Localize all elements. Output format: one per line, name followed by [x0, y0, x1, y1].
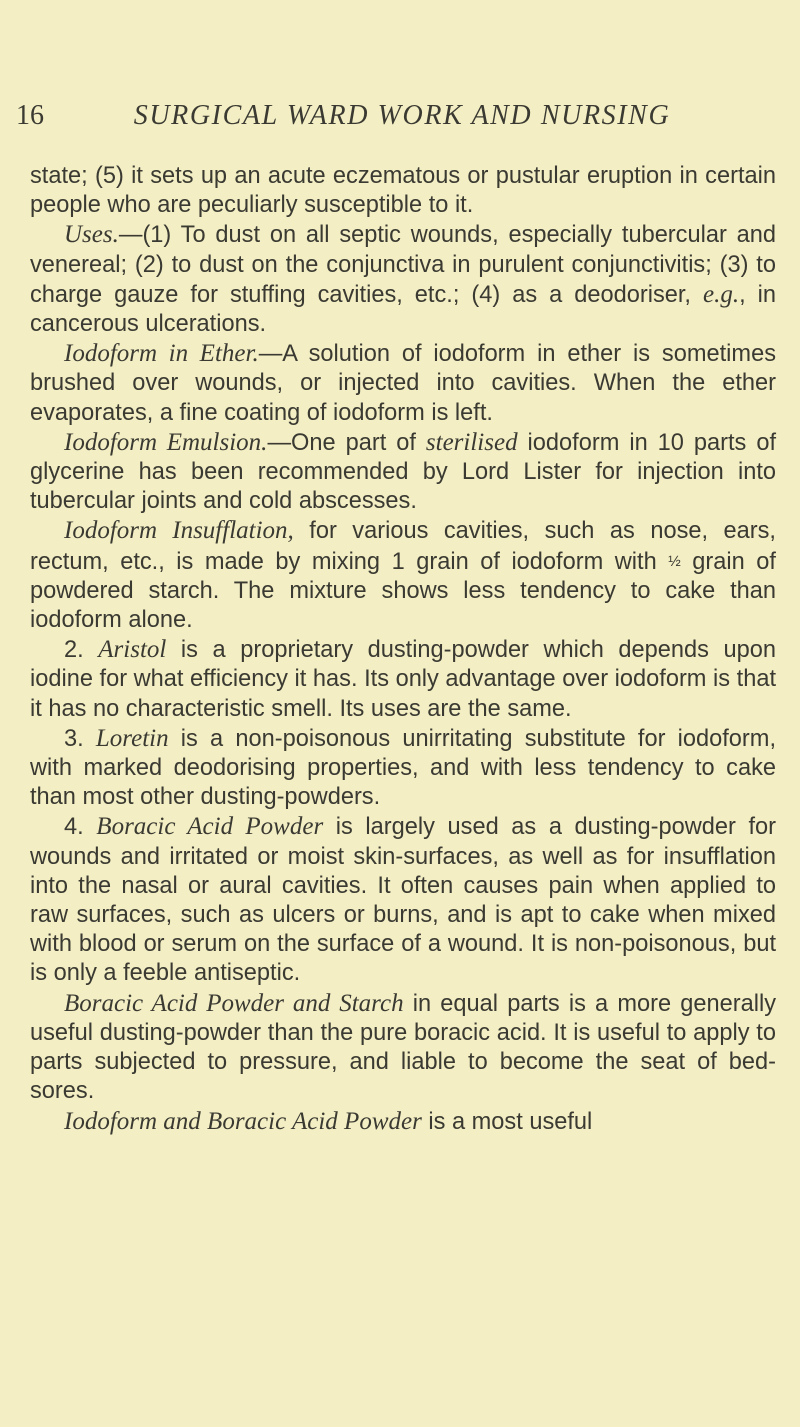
- emphasis-text: e.g.: [702, 280, 740, 308]
- running-head: [16, 96, 774, 136]
- running-title: SURGICAL WARD WORK AND NURSING: [133, 100, 671, 131]
- paragraph-heading: Loretin: [95, 724, 169, 752]
- paragraph-iodoform-emulsion: [30, 428, 776, 517]
- body-text: [30, 162, 776, 1137]
- paragraph-text: grain of powdered starch. The mixture shows less tendency to cake than iodoform alone.: [30, 548, 776, 634]
- item-number: 3.: [64, 725, 96, 752]
- paragraph-heading: Aristol: [98, 636, 167, 664]
- fraction-half: ½: [668, 552, 681, 570]
- paragraph-heading: Uses.: [64, 221, 119, 249]
- paragraph-heading: Iodoform in Ether.: [64, 340, 259, 368]
- paragraph-heading: Boracic Acid Powder and Starch: [64, 989, 404, 1017]
- paragraph-aristol: [30, 635, 776, 724]
- paragraph-text: for various cavities, such as nose, ears, rectum, etc., is made by mixing 1 grain of iodoform with: [30, 518, 776, 575]
- paragraph-heading: Iodoform Emulsion.: [64, 428, 268, 456]
- paragraph-iodoform-insufflation: [30, 516, 776, 635]
- paragraph-boracic-acid-powder: [30, 812, 776, 988]
- paragraph-text: in equal parts is a more generally useful dusting-powder than the pure boracic acid. It is useful to apply to parts subjected to pressure, and liable to become the seat of bed-sores.: [30, 990, 776, 1105]
- paragraph-text: state; (5) it sets up an acute eczematous or pustular eruption in certain people who are peculiarly susceptible to it.: [30, 163, 776, 219]
- item-number: 2.: [64, 637, 99, 664]
- paragraph-text: is largely used as a dusting-powder for wounds and irritated or moist skin-surfaces, as well as for insufflation into the nasal or aural cavities. It often causes pain when applied to raw surfaces, such as ulcers or burns, and is apt to cake when mixed with blood or serum on the surface of a wound. It is non-poisonous, but is only a feeble antiseptic.: [30, 814, 777, 987]
- paragraph-heading: Boracic Acid Powder: [96, 813, 324, 841]
- paragraph-boracic-acid-and-starch: [30, 989, 776, 1107]
- paragraph-text: is a most useful: [421, 1108, 593, 1135]
- paragraph-continuation: [30, 162, 776, 220]
- paragraph-text: —A solution of iodoform in ether is sometimes brushed over wounds, or injected into cavities. When the ether evaporates, a fine coating of iodoform is left.: [30, 341, 776, 426]
- paragraph-uses: [30, 220, 776, 339]
- page-number: 16: [16, 100, 44, 131]
- paragraph-loretin: [30, 724, 776, 813]
- paragraph-heading: Iodoform and Boracic Acid Powder: [64, 1107, 422, 1135]
- paragraph-text: iodoform in 10 parts of glycerine has been recommended by Lord Lister for injection into tubercular joints and cold abscesses.: [30, 429, 777, 515]
- item-number: 4.: [64, 814, 97, 841]
- paragraph-heading: Iodoform Insufflation,: [64, 517, 294, 545]
- paragraph-iodoform-and-boracic: [30, 1107, 776, 1137]
- paragraph-text: , in cancerous ulcerations.: [30, 281, 776, 338]
- paragraph-text: —(1) To dust on all septic wounds, especially tubercular and venereal; (2) to dust on the conjunctiva in purulent conjunctivitis; (3) to charge gauze for stuffing cavities, etc.; (4) as a deodoriser,: [30, 222, 776, 308]
- paragraph-text: —One part of: [267, 429, 426, 456]
- paragraph-text: is a non-poisonous unirritating substitute for iodoform, with marked deodorising properties, and with less tendency to cake than most other dusting-powders.: [30, 725, 776, 811]
- paragraph-text: is a proprietary dusting-powder which depends upon iodine for what efficiency it has. Its only advantage over iodoform is that it has no characteristic smell. Its uses are the same.: [30, 637, 776, 722]
- paragraph-iodoform-in-ether: [30, 339, 776, 428]
- emphasis-text: sterilised: [425, 428, 518, 456]
